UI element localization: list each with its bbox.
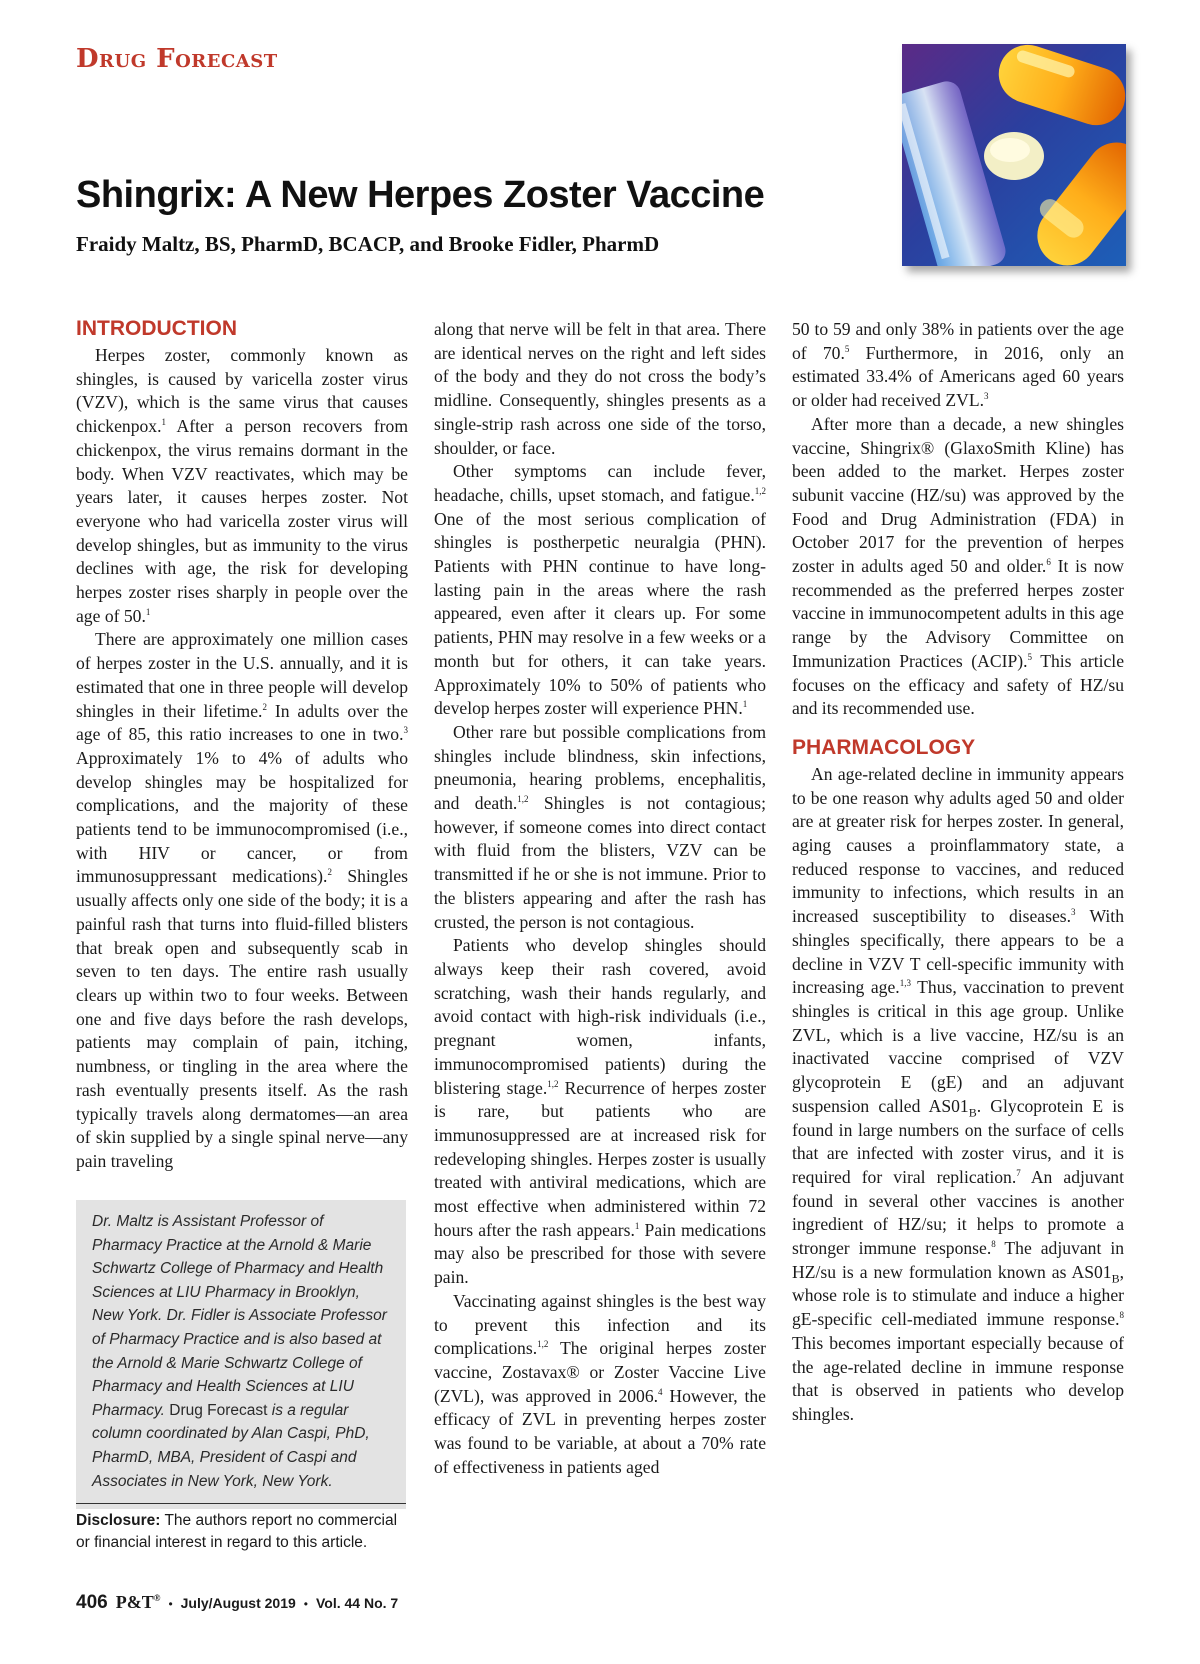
article-title: Shingrix: A New Herpes Zoster Vaccine [76, 174, 765, 216]
page-number: 406 [76, 1592, 108, 1613]
volume-number: Vol. 44 No. 7 [316, 1595, 399, 1611]
intro-paragraph-7: After more than a decade, a new shingles vaccine, Shingrix® (GlaxoSmith Kline) has been added to the market. Herpes zoster subunit vaccine (HZ/su) was approved by the Food and Drug Administration (FDA) in October 2017 for the prevention of herpes zoster in adults aged 50 and older.$^6$ It is now recommended as the preferred herpes zoster vaccine in immunocompetent adults in this age range by the Advisory Committee on Immunization Practices (ACIP).$^5$ This article focuses on the efficacy and safety of HZ/su and its recommended use. [792, 413, 1124, 719]
journal-name: P&T® [115, 1592, 161, 1612]
pharmacology-heading: PHARMACOLOGY [792, 735, 976, 759]
intro-paragraph-3: Other symptoms can include fever, headache, chills, upset stomach, and fatigue.$^{1,2}$ One of the most serious complication of shingles is postherpetic neuralgia (PHN). Patients with PHN continue to have long-lasting pain in the areas where the rash appeared, even after it clears up. For some patients, PHN may resolve in a few weeks or a month but for others, it can take years. Approximately 10% to 50% of patients who develop herpes zoster will experience PHN.$^1$ [434, 461, 766, 719]
intro-paragraph-2: There are approximately one million cases of herpes zoster in the U.S. annually, and it is estimated that one in three people will develop shingles in their lifetime.$^2$ In adults over the age of 85, this ratio increases to one in two.$^3$ Approximately 1% to 4% of adults who develop shingles may be hospitalized for complications, and the majority of these patients tend to be immunocompromised (i.e., with HIV or cancer, or from immunosuppressant medications).$^2$ Shingles usually affects only one side of the body; it is a painful rash that turns into fluid-filled blisters that break open and subsequently scab in seven to ten days. The entire rash usually clears up within two to four weeks. Between one and five days before the rash develops, patients may complain of pain, itching, numbness, or tingling in the area where the rash eventually presents itself. As the rash typically travels along dermatomes—an area of skin supplied by a single spinal nerve—any pain traveling [76, 629, 409, 1171]
column-2 [434, 318, 766, 1479]
intro-paragraph-6: Vaccinating against shingles is the best way to prevent this infection and its complications.$^{1,2}$ The original herpes zoster vaccine, Zostavax® or Zoster Vaccine Live (ZVL), was approved in 2006.$^4$ However, the efficacy of ZVL in preventing herpes zoster was found to be variable, at about a 70% rate of effectiveness in patients aged [434, 1290, 766, 1477]
intro-paragraph-6-continued: 50 to 59 and only 38% in patients over the age of 70.$^5$ Furthermore, in 2016, only an estimated 33.4% of Americans aged 60 years or older had received ZVL.$^3$ [792, 319, 1124, 411]
column-1 [76, 316, 408, 1174]
issue-date: July/August 2019 [180, 1595, 296, 1611]
article-authors: Fraidy Maltz, BS, PharmD, BCACP, and Brooke Fidler, PharmD [76, 232, 660, 256]
pills-illustration [902, 44, 1126, 266]
section-label: Drug Forecast [76, 44, 278, 74]
footer-separator-2: • [303, 1597, 308, 1611]
pharmacology-paragraph-1: An age-related decline in immunity appears to be one reason why adults aged 50 and older are at greater risk for herpes zoster. In general, aging causes a proinflammatory state, a reduced response to vaccines, and reduced immunity to infections, which results in an increased susceptibility to diseases.$^3$ With shingles specifically, there appears to be a decline in VZV T cell-specific immunity with increasing age.$^{1,3}$ Thus, vaccination to prevent shingles is critical in this age group. Unlike ZVL, which is a live vaccine, HZ/su is an inactivated vaccine comprised of VZV glycoprotein E (gE) and an adjuvant suspension called $AS01_B$. Glycoprotein E is found in large numbers on the surface of cells that are infected with zoster virus, and it is required for viral replication.$^7$ An adjuvant found in several other vaccines is another ingredient of HZ/su; it helps to promote a stronger immune response.$^8$ The adjuvant in HZ/su is a new formulation known as $AS01_B$, whose role is to stimulate and induce a higher gE-specific cell-mediated immune response.$^8$ This becomes important especially because of the age-related decline in immune response that is observed in patients who develop shingles. [792, 763, 1125, 1424]
introduction-heading: INTRODUCTION [76, 317, 237, 340]
column-3 [792, 318, 1124, 1427]
intro-paragraph-2-continued: along that nerve will be felt in that area. There are identical nerves on the right and left sides of the body and they do not cross the body’s midline. Consequently, shingles presents as a single-strip rash across one side of the torso, shoulder, or face. [434, 319, 766, 458]
author-bio-box: Dr. Maltz is Assistant Professor of Pharmacy Practice at the Arnold & Marie Schwartz College of Pharmacy and Health Sciences at LIU Pharmacy in Brooklyn, New York. Dr. Fidler is Associate Professor of Pharmacy Practice and is also based at the Arnold & Marie Schwartz College of Pharmacy and Health Sciences at LIU Pharmacy. Drug Forecast is a regular column coordinated by Alan Caspi, PhD, PharmD, MBA, President of Caspi and Associates in New York, New York. [76, 1200, 406, 1509]
page-footer [76, 1592, 398, 1614]
disclosure: Disclosure: The authors report no commercial or financial interest in regard to this article. [76, 1503, 406, 1554]
intro-paragraph-5: Patients who develop shingles should always keep their rash covered, avoid scratching, wash their hands regularly, and avoid contact with high-risk individuals (i.e., pregnant women, infants, immunocompromised patients) during the blistering stage.$^{1,2}$ Recurrence of herpes zoster is rare, but patients who are immunosuppressed are at increased risk for redeveloping shingles. Herpes zoster is usually treated with antiviral medications, which are most effective when administered within 72 hours after the rash appears.$^1$ Pain medications may also be prescribed for those with severe pain. [434, 935, 766, 1288]
intro-paragraph-4: Other rare but possible complications from shingles include blindness, skin infections, pneumonia, hearing problems, encephalitis, and death.$^{1,2}$ Shingles is not contagious; however, if someone comes into direct contact with fluid from the blisters, VZV can be transmitted if he or she is not immune. Prior to the blisters appearing and after the rash has crusted, the person is not contagious. [434, 721, 766, 932]
pills-photo [902, 44, 1126, 266]
intro-paragraph-1: Herpes zoster, commonly known as shingles, is caused by varicella zoster virus (VZV), which is the same virus that causes chickenpox.$^1$ After a person recovers from chickenpox, the virus remains dormant in the body. When VZV reactivates, which may be years later, it causes herpes zoster. Not everyone who had varicella zoster virus will develop shingles, but as immunity to the virus declines with age, the risk for developing herpes zoster rises sharply in people over the age of 50.$^1$ [76, 345, 408, 626]
footer-separator: • [168, 1597, 173, 1611]
